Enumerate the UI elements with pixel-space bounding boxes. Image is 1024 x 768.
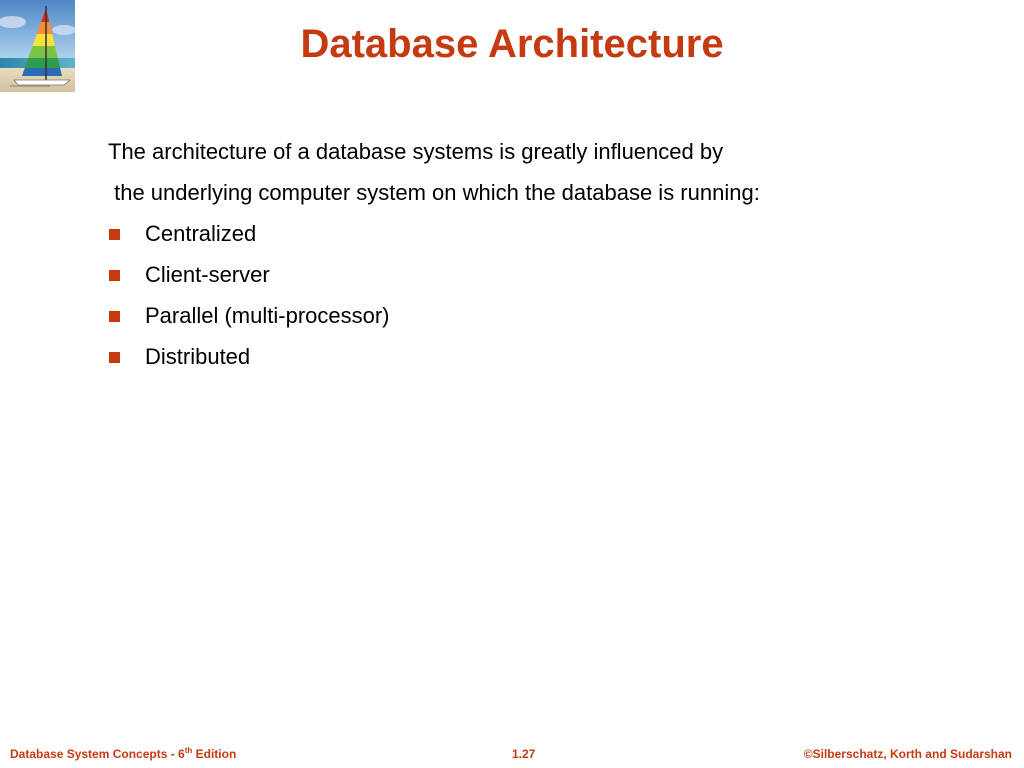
footer-edition-superscript: th [184,746,193,755]
list-item-label: Client-server [145,262,270,287]
footer-book-title-suffix: Edition [192,747,237,761]
architecture-list [108,218,988,382]
page-title: Database Architecture [300,22,724,66]
square-bullet-icon [109,270,120,281]
list-item-client-server [108,259,988,300]
list-item-parallel [108,300,988,341]
list-item-label: Centralized [145,221,257,246]
footer-book-title-prefix: Database System Concepts - 6 [10,747,185,761]
footer-book-title [10,747,236,761]
list-item-centralized [108,218,988,259]
footer-page-number: 1.27 [512,747,536,761]
footer-copyright: ©Silberschatz, Korth and Sudarshan [803,747,1012,761]
intro-line-1: The architecture of a database systems is greatly influenced by [108,139,724,164]
list-item-distributed [108,341,988,382]
square-bullet-icon [109,311,120,322]
square-bullet-icon [109,229,120,240]
slide-body [108,136,988,382]
slide-footer [0,745,1024,765]
list-item-label: Distributed [145,344,251,369]
square-bullet-icon [109,352,120,363]
list-item-label: Parallel (multi-processor) [145,303,390,328]
intro-line-2: the underlying computer system on which the database is running: [108,180,760,205]
